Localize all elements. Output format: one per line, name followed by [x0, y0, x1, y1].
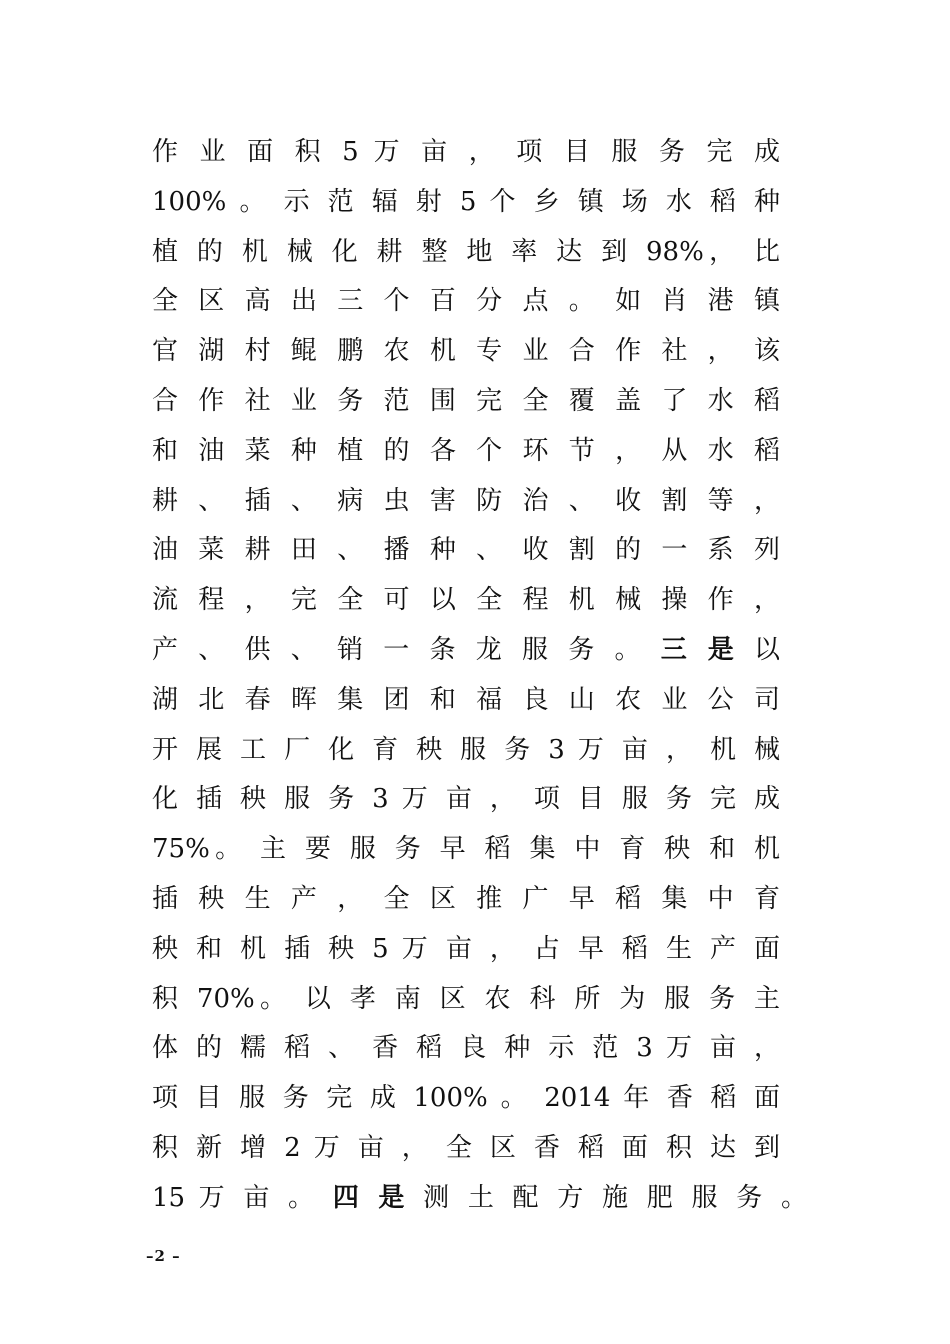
text-line-11 — [152, 626, 780, 676]
text-line-3: 植 的 机 械 化 耕 整 地 率 达 到 98%， 比 — [152, 236, 780, 267]
text-line-13: 开 展 工 厂 化 育 秧 服 务 3 万 亩 ， 机 械 — [152, 734, 780, 765]
text-line-2: 100% 。 示 范 辐 射 5 个 乡 镇 场 水 稻 种 — [152, 186, 780, 217]
text-line-7: 和 油 菜 种 植 的 各 个 环 节 ， 从 水 稻 — [152, 435, 780, 466]
text-line-11-end: 以 — [739, 634, 780, 665]
text-line-15: 75%。 主 要 服 务 早 稻 集 中 育 秧 和 机 — [152, 834, 780, 865]
text-line-16: 插 秧 生 产 ， 全 区 推 广 早 稻 集 中 育 — [152, 883, 780, 914]
text-line-9: 油 菜 耕 田 、 播 种 、 收 割 的 一 系 列 — [152, 535, 780, 566]
page-number: –2 – — [146, 1247, 181, 1265]
text-line-21: 积 新 增 2 万 亩 ， 全 区 香 稻 面 积 达 到 — [152, 1132, 780, 1163]
text-line-14: 化 插 秧 服 务 3 万 亩 ， 项 目 服 务 完 成 — [152, 784, 780, 815]
text-line-22-start: 15 万 亩 。 — [152, 1182, 333, 1213]
text-line-19: 体 的 糯 稻 、 香 稻 良 种 示 范 3 万 亩 ， — [152, 1033, 780, 1064]
emphasis-si-shi: 四 是 — [332, 1182, 410, 1213]
text-line-5: 官 湖 村 鲲 鹏 农 机 专 业 合 作 社 ， 该 — [152, 336, 780, 367]
text-line-17: 秧 和 机 插 秧 5 万 亩 ， 占 早 稻 生 产 面 — [152, 933, 780, 964]
body-text — [152, 128, 807, 1224]
text-line-8: 耕 、 插 、 病 虫 害 防 治 、 收 割 等 ， — [152, 485, 780, 516]
text-line-6: 合 作 社 业 务 范 围 完 全 覆 盖 了 水 稻 — [152, 385, 780, 416]
text-line-22 — [152, 1174, 807, 1224]
text-line-10: 流 程 ， 完 全 可 以 全 程 机 械 操 作 ， — [152, 585, 780, 616]
text-line-4: 全 区 高 出 三 个 百 分 点 。 如 肖 港 镇 — [152, 286, 780, 317]
text-line-11-start: 产 、 供 、 销 一 条 龙 服 务 。 — [152, 634, 661, 665]
text-line-12: 湖 北 春 晖 集 团 和 福 良 山 农 业 公 司 — [152, 684, 780, 715]
text-line-20: 项 目 服 务 完 成 100% 。 2014 年 香 稻 面 — [152, 1083, 780, 1114]
text-line-22-end: 测 土 配 方 施 肥 服 务 。 — [409, 1182, 807, 1213]
emphasis-san-shi: 三 是 — [660, 634, 740, 665]
text-line-1: 作 业 面 积 5 万 亩 ， 项 目 服 务 完 成 — [152, 137, 780, 167]
text-line-18: 积 70%。 以 孝 南 区 农 科 所 为 服 务 主 — [152, 983, 780, 1014]
